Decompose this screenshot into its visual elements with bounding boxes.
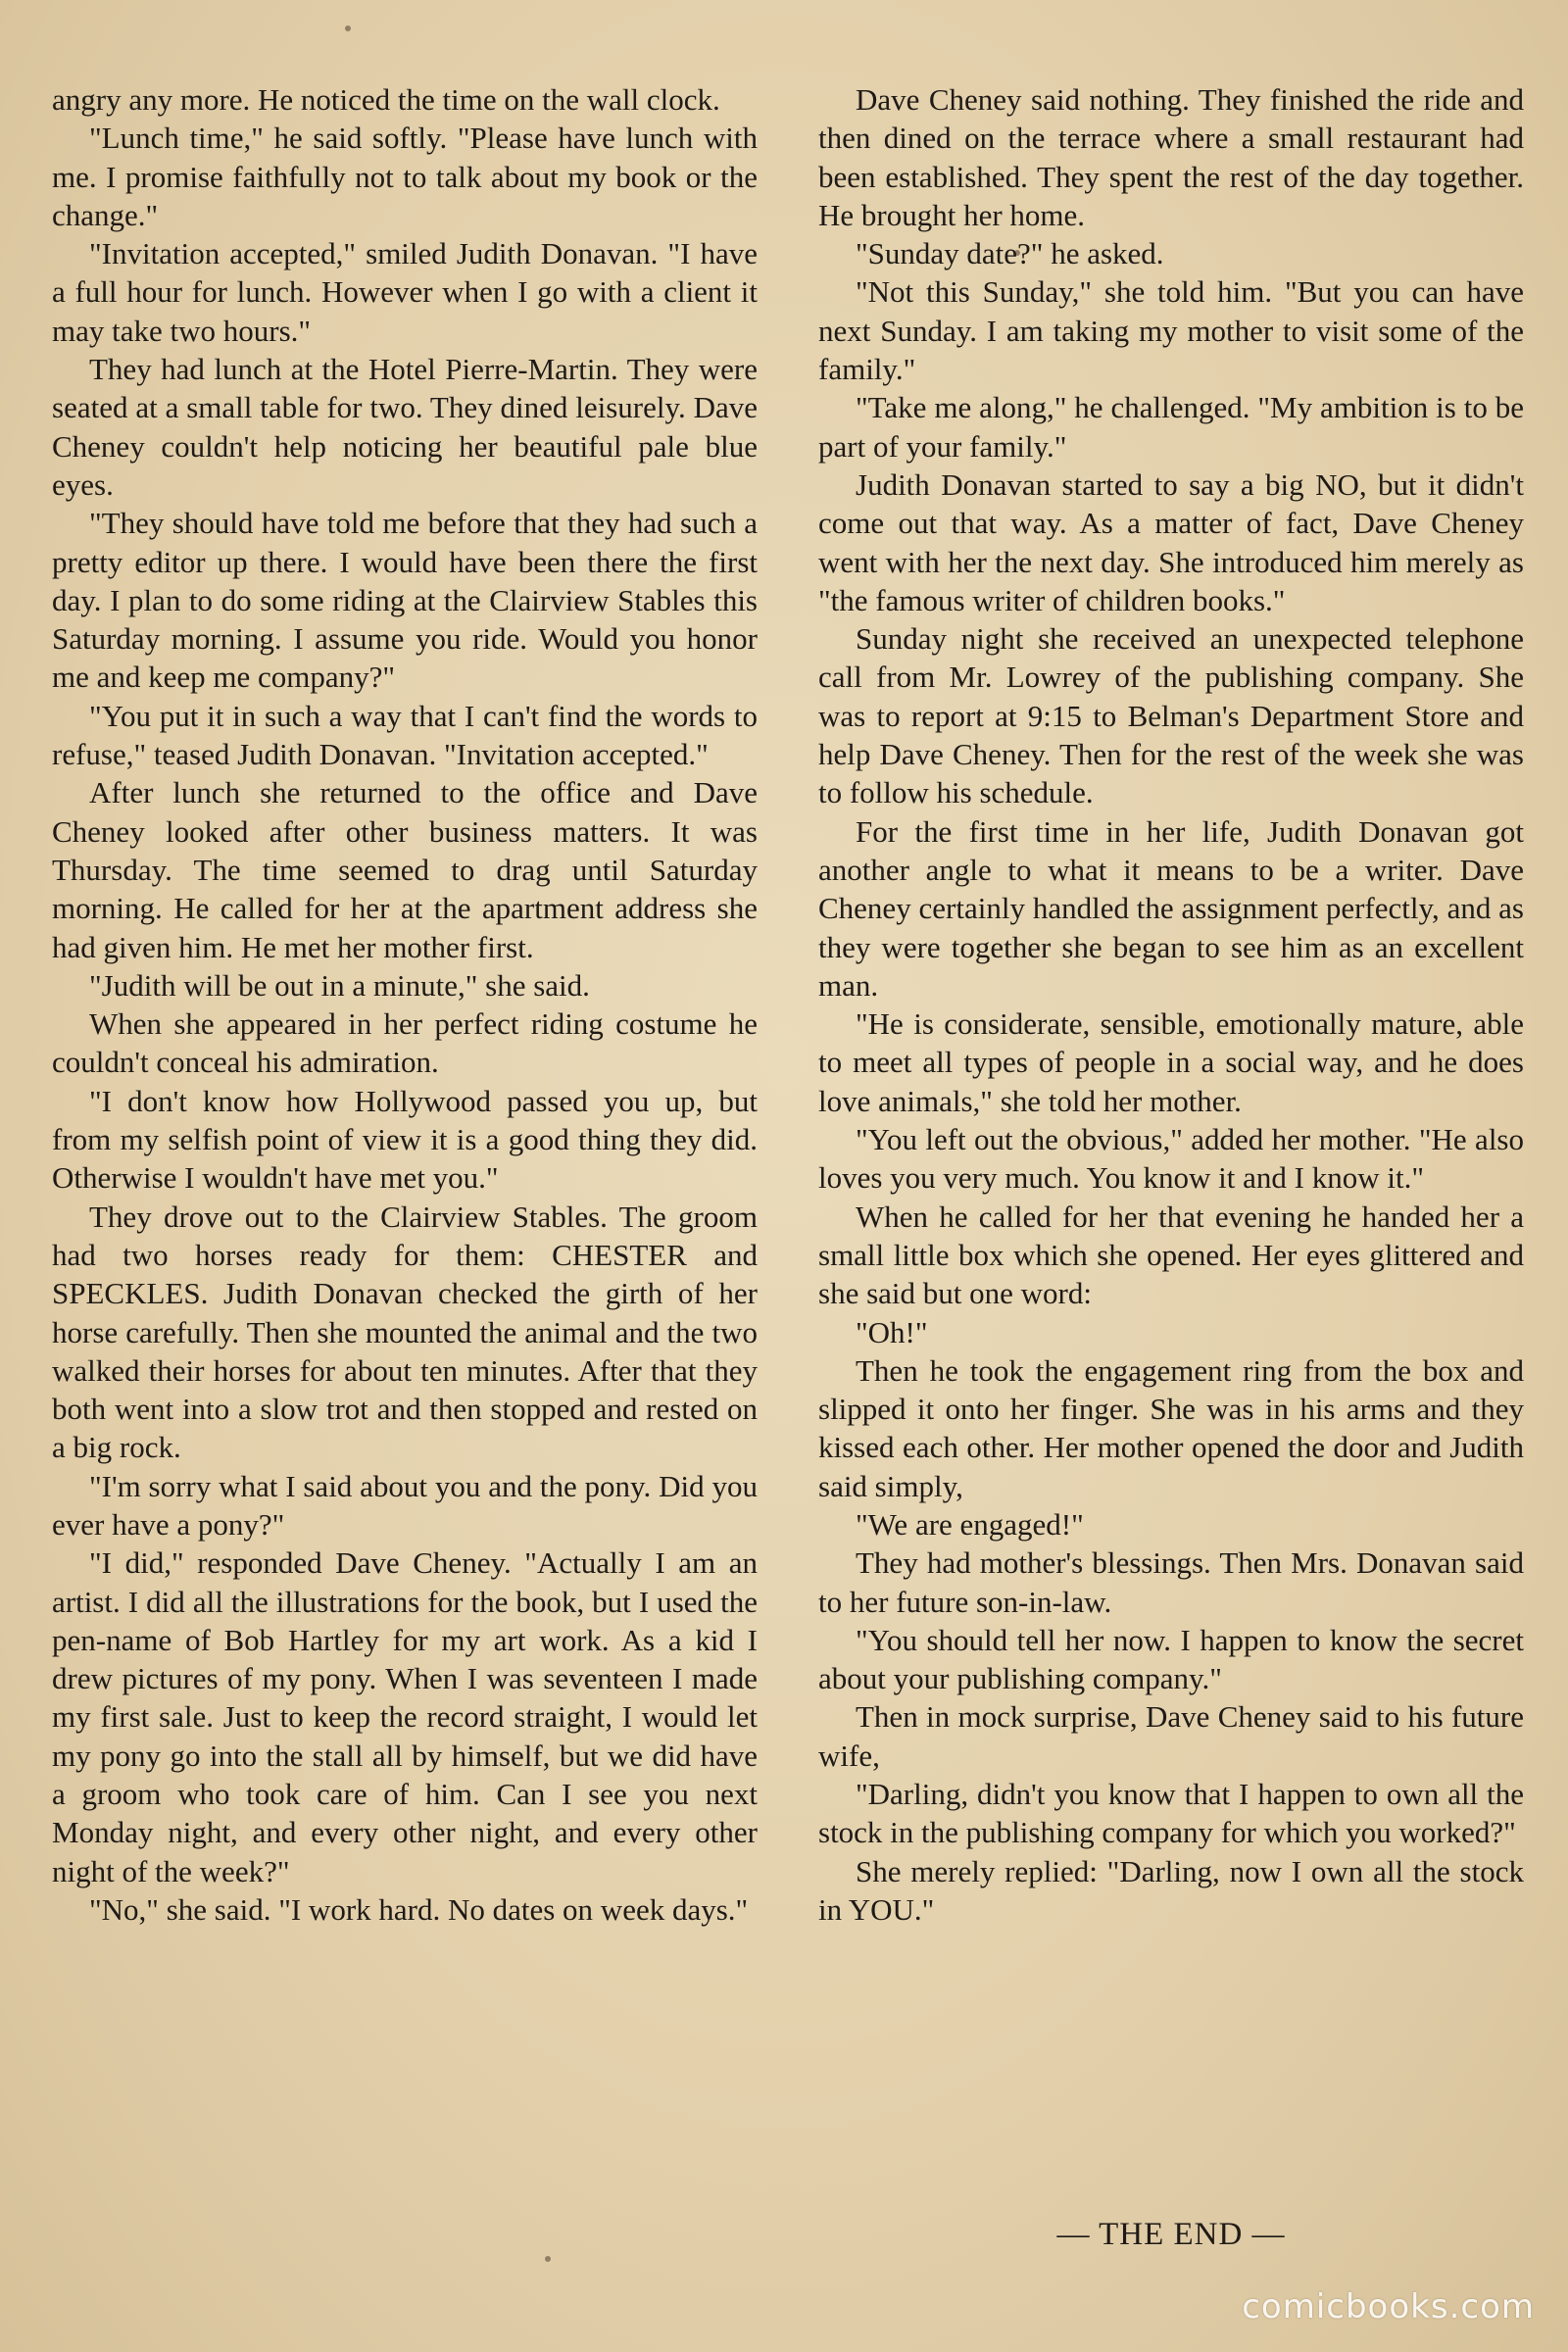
paragraph: "Sunday date?" he asked. (856, 236, 1164, 271)
paragraph: Judith Donavan started to say a big NO, but it didn't come out that way. As a matter of fact, Dave Cheney went with her the next day. She introduced him merely as "the famous writer of children books." (818, 466, 1524, 617)
paragraph: "You left out the obvious," added her mother. "He also loves you very much. You know it and I know it." (818, 1122, 1524, 1196)
paragraph: "You put it in such a way that I can't find the words to refuse," teased Judith Donavan. "Invitation accepted." (52, 698, 758, 772)
paragraph: "We are engaged!" (856, 1506, 1084, 1542)
paragraph: "I don't know how Hollywood passed you up, but from my selfish point of view it is a good thing they did. Otherwise I wouldn't have met you." (52, 1083, 758, 1196)
paragraph: Sunday night she received an unexpected telephone call from Mr. Lowrey of the publishing company. She was to report at 9:15 to Belman's Department Store and help Dave Cheney. Then for the rest of the week she was to follow his schedule. (818, 621, 1524, 810)
paragraph: Then in mock surprise, Dave Cheney said to his future wife, (818, 1699, 1524, 1773)
paragraph: For the first time in her life, Judith Donavan got another angle to what it means to be a writer. Dave Cheney certainly handled the assignment perfectly, and as they were together she began to see him as an excellent man. (818, 813, 1524, 1003)
paragraph: When she appeared in her perfect riding costume he couldn't conceal his admiration. (52, 1006, 758, 1080)
paragraph: "Darling, didn't you know that I happen to own all the stock in the publishing company for which you worked?" (818, 1777, 1524, 1850)
paragraph: "Oh!" (856, 1314, 928, 1349)
paragraph: "Not this Sunday," she told him. "But you can have next Sunday. I am taking my mother to visit some of the family." (818, 274, 1524, 387)
paragraph: "Invitation accepted," smiled Judith Donavan. "I have a full hour for lunch. However when I go with a client it may take two hours." (52, 236, 758, 348)
paragraph: "I'm sorry what I said about you and the pony. Did you ever have a pony?" (52, 1468, 758, 1542)
right-text-column (818, 80, 1524, 1929)
paragraph: They drove out to the Clairview Stables. The groom had two horses ready for them: CHESTER and SPECKLES. Judith Donavan checked the girth of her horse carefully. Then she mounted the animal and the two walked their horses for about ten minutes. After that they both went into a slow trot and then stopped and rested on a big rock. (52, 1199, 758, 1465)
the-end-marker: — THE END — (1056, 2217, 1286, 2252)
paragraph: When he called for her that evening he handed her a small little box which she opened. Her eyes glittered and she said but one word: (818, 1199, 1524, 1311)
paragraph: "They should have told me before that they had such a pretty editor up there. I would have been there the first day. I plan to do some riding at the Clairview Stables this Saturday morning. I assume you ride. Would you honor me and keep me company?" (52, 506, 758, 695)
paragraph: "Judith will be out in a minute," she said. (89, 967, 590, 1003)
site-watermark: comicbooks.com (1242, 2287, 1535, 2327)
paper-speck (345, 25, 351, 31)
paragraph: "Lunch time," he said softly. "Please have lunch with me. I promise faithfully not to talk about my book or the change." (52, 121, 758, 232)
paragraph: After lunch she returned to the office and Dave Cheney looked after other business matters. It was Thursday. The time seemed to drag until Saturday morning. He called for her at the apartment address she had given him. He met her mother first. (52, 775, 758, 964)
paragraph: "No," she said. "I work hard. No dates on week days." (89, 1891, 749, 1927)
paragraph: Dave Cheney said nothing. They finished the ride and then dined on the terrace where a small restaurant had been established. They spent the rest of the day together. He brought her home. (818, 82, 1524, 232)
paper-speck (545, 2256, 551, 2262)
paragraph: "He is considerate, sensible, emotionally mature, able to meet all types of people in a social way, and he does love animals," she told her mother. (818, 1006, 1524, 1118)
paragraph: Then he took the engagement ring from the box and slipped it onto her finger. She was in his arms and they kissed each other. Her mother opened the door and Judith said simply, (818, 1352, 1524, 1503)
paragraph: They had lunch at the Hotel Pierre-Martin. They were seated at a small table for two. They dined leisurely. Dave Cheney couldn't help noticing her beautiful pale blue eyes. (52, 352, 758, 502)
paragraph: "Take me along," he challenged. "My ambition is to be part of your family." (818, 390, 1524, 464)
paragraph: "You should tell her now. I happen to know the secret about your publishing company." (818, 1622, 1524, 1696)
paragraph: She merely replied: "Darling, now I own all the stock in YOU." (818, 1853, 1524, 1927)
left-text-column (52, 80, 758, 1929)
paragraph: "I did," responded Dave Cheney. "Actually I am an artist. I did all the illustrations for the book, but I used the pen-name of Bob Hartley for my art work. As a kid I drew pictures of my pony. When I was seventeen I made my first sale. Just to keep the record straight, I would let my pony go into the stall all by himself, but we did have a groom who took care of him. Can I see you next Monday night, and every other night, and every other night of the week?" (52, 1545, 758, 1888)
paragraph: They had mother's blessings. Then Mrs. Donavan said to her future son-in-law. (818, 1545, 1524, 1619)
paragraph: angry any more. He noticed the time on the wall clock. (52, 82, 720, 117)
